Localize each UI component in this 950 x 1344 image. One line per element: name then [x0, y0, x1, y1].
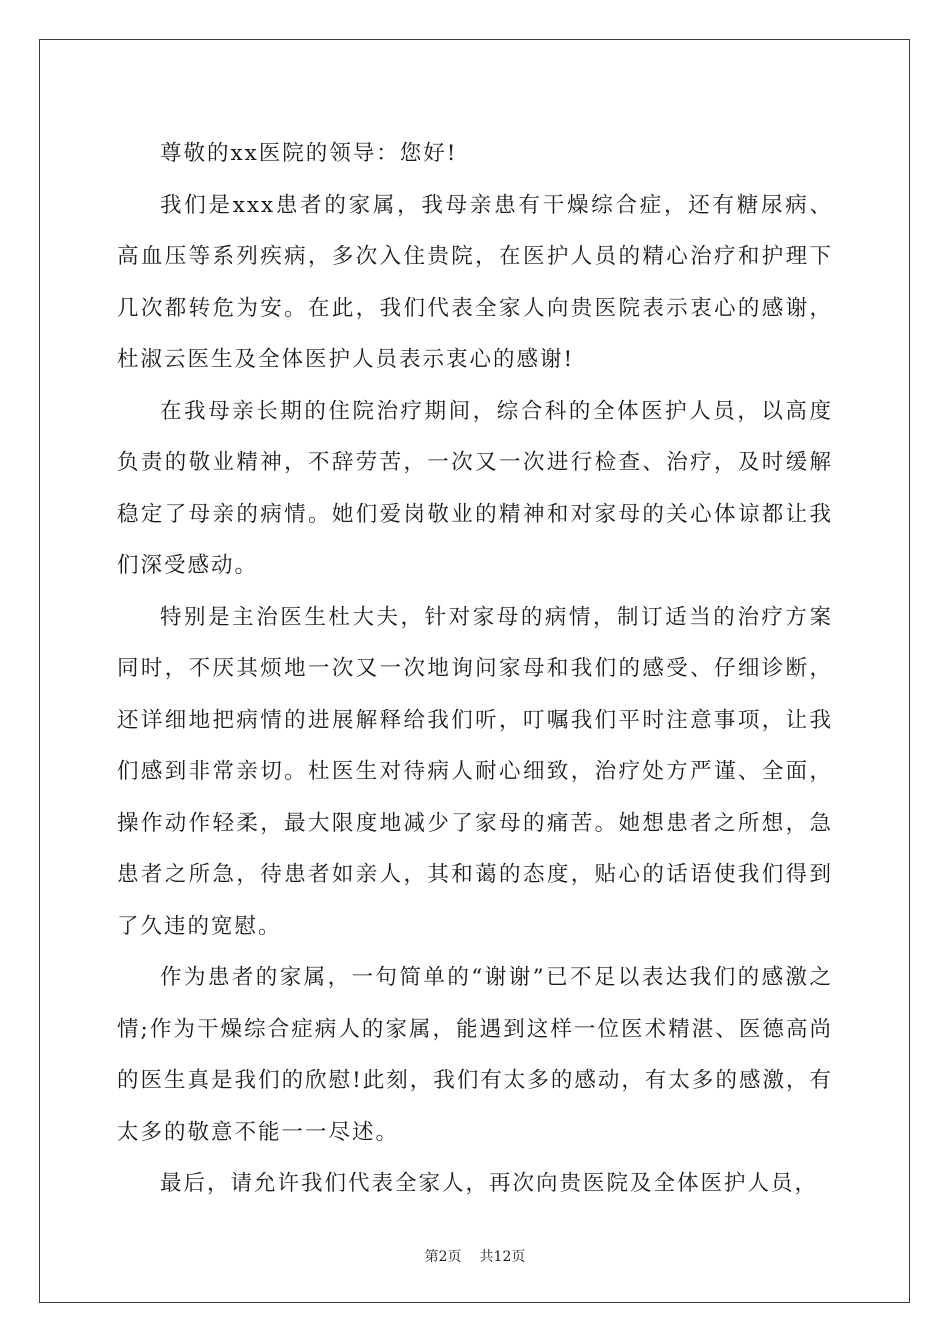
- total-pages: 共12页: [479, 1249, 526, 1265]
- body-paragraph: 最后，请允许我们代表全家人，再次向贵医院及全体医护人员，: [160, 1171, 819, 1196]
- body-paragraph: 在我母亲长期的住院治疗期间，综合科的全体医护人员，以高度负责的敬业精神，不辞劳苦，一次又一次进行检查、治疗，及时缓解稳定了母亲的病情。她们爱岗敬业的精神和对家母的关心体谅都让我们深受感动。: [117, 398, 833, 578]
- body-paragraph: 特别是主治医生杜大夫，针对家母的病情，制订适当的治疗方案同时，不厌其烦地一次又一次地询问家母和我们的感受、仔细诊断，还详细地把病情的进展解释给我们听，叮嘱我们平时注意事项，让我们感到非常亲切。杜医生对待病人耐心细致，治疗处方严谨、全面，操作动作轻柔，最大限度地减少了家母的痛苦。她想患者之所想，急患者之所急，待患者如亲人，其和蔼的态度，贴心的话语使我们得到了久违的宽慰。: [117, 604, 833, 939]
- body-paragraph: 作为患者的家属，一句简单的“谢谢”已不足以表达我们的感激之情;作为干燥综合症病人的家属，能遇到这样一位医术精湛、医德高尚的医生真是我们的欣慰!此刻，我们有太多的感动，有太多的感激，有太多的敬意不能一一尽述。: [117, 965, 833, 1145]
- page-footer: [0, 1246, 950, 1266]
- current-page-number: 第2页: [424, 1249, 462, 1265]
- greeting-paragraph: 尊敬的xx医院的领导：您好!: [160, 141, 458, 166]
- letter-body: [117, 128, 833, 1210]
- body-paragraph: 我们是xxx患者的家属，我母亲患有干燥综合症，还有糖尿病、高血压等系列疾病，多次入住贵院，在医护人员的精心治疗和护理下几次都转危为安。在此，我们代表全家人向贵医院表示衷心的感谢，杜淑云医生及全体医护人员表示衷心的感谢!: [117, 192, 833, 372]
